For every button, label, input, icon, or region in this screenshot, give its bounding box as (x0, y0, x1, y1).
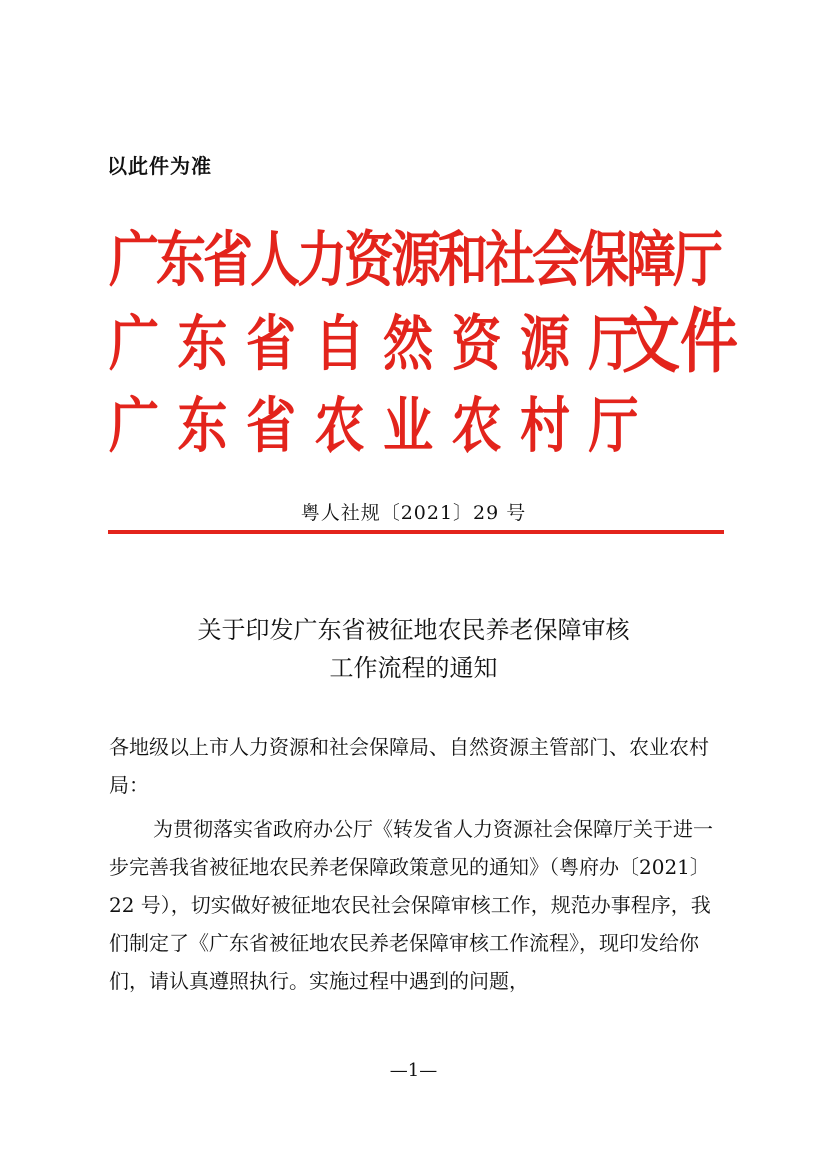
page-number: —1— (389, 1060, 438, 1081)
salutation-text: 各地级以上市人力资源和社会保障局、自然资源主管部门、农业农村局： (109, 735, 709, 797)
document-suffix: 文件 (622, 300, 739, 383)
issuer-agriculture: 广东省农业农村厅 (109, 391, 657, 461)
issuer-hrss: 广东省人力资源和社会保障厅 (109, 225, 720, 295)
body-paragraph-text: 为贯彻落实省政府办公厅《转发省人力资源社会保障厅关于进一步完善我省被征地农民养老保障政策意见的通知》（粤府办〔2021〕22 号），切实做好被征地农民社会保障审核工作，规范办事程序，我们制定了《广东省被征地农民养老保障审核工作流程》，现印发给你们，请认真遵照执行。实施过程中遇到的问题， (109, 817, 713, 993)
document-title-line2: 工作流程的通知 (329, 654, 498, 682)
red-divider (108, 530, 724, 534)
document-title-line1: 关于印发广东省被征地农民养老保障审核 (197, 616, 630, 644)
salutation (109, 728, 721, 804)
document-number: 粤人社规〔2021〕29 号 (300, 502, 527, 524)
validity-note: 以此件为准 (107, 154, 212, 178)
issuer-natural-resources: 广东省自然资源厅 (109, 309, 657, 379)
body-paragraph (109, 810, 721, 1000)
